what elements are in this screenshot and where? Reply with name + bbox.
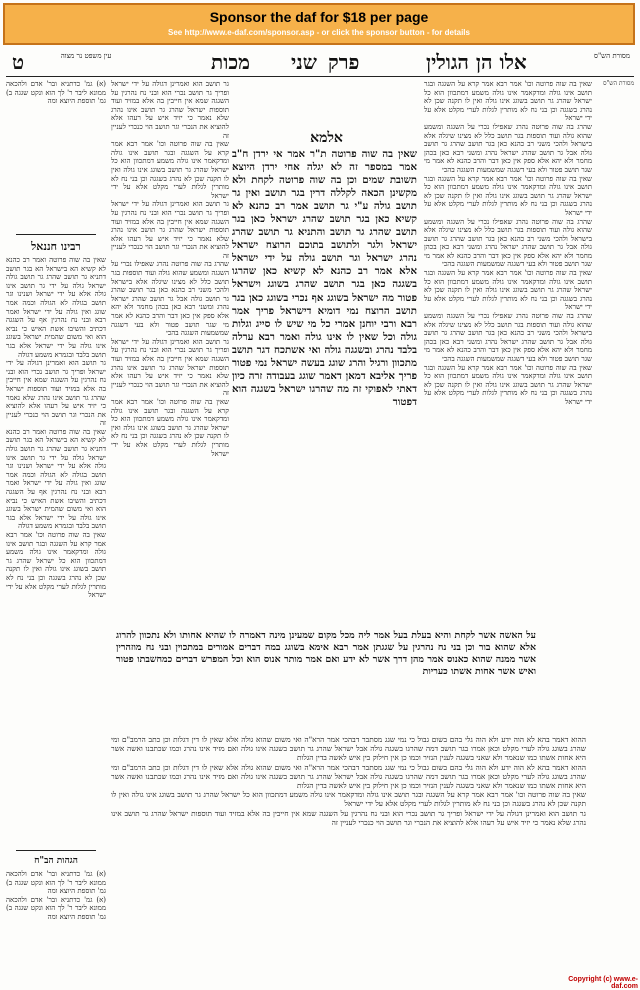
divider	[16, 234, 96, 235]
bottom-commentary-text: ההוא דאמר בהא לא הוה ידע ולא הוה גלי בהם בשום גבול כי נמי שגג מסתבר דבהכי אמר הרא"ה ואי משום שהוא גולה אלא שאין לו דין דגלות וכן כתב הרמב"ם ומי שהרג בשוגג גולה לערי מקלט וכאן אמרו בגר תושב דמה שהרגו בשגגה גולה אבל ישראל שהרג גר תושב בשגגה אינו גולה ואם מזיד אינו נהרג וכמו שכתבנו ואשה אשר היא אחות אשתו כמו שנאמר ולא שאני בשגגה לענין הנזיר וכמו כן אין חילוק בין איש לאשה בדין הגלות	[111, 735, 586, 763]
tractate-name: מכות	[211, 50, 250, 74]
rashi-text: שאין בה שוה פרוטה וכו' אמר רבא אמר קרא על השגגה ובגר תושב אינו גולה ומדקאמר אינו גולה משמע דמתכוון הוא כל ישראל שהרג גר תושב בשוגג אינו גולה ואין לו תקנה שכן לא נהרג בשגגה וכן בני נח לא מותרין לגלות לערי מקלט אלא על ידי ישראל	[424, 80, 592, 123]
chapter-number: שני	[291, 50, 317, 74]
tosafot-text-5: גר תושב הוא ואמרינן דגולה על ידי ישראל ופריך גר תושב נכרי הוא ובני נח נהרגין על השגגה שמא אין חייבין בה אלא במזיד ועוד תוספות ישראל שהרג גר תושב אינו נהרג שלא נאמר כי יזיד איש על רעהו אלא להוציא את הנכרי וגר תושב הוי כנכרי לעניין זה	[111, 337, 229, 398]
rashi-text-7: שאין בה שוה פרוטה וכו' אמר רבא אמר קרא על השגגה ובגר תושב אינו גולה ומדקאמר אינו גולה משמע דמתכוון הוא כל ישראל שהרג גר תושב בשוגג אינו גולה ואין לו תקנה שכן לא נהרג בשגגה וכן בני נח לא מותרין לגלות לערי מקלט אלא על ידי ישראל	[424, 363, 592, 406]
ein-mishpat-text: (א) גמ' כדתניא ובר' אדם ולהכאה ממונא ליבר ר' לך הוא ונקט שגגה ב) גמ' תוספת היוצא ומה	[6, 80, 106, 106]
hagahot-habach-text-2: (א) גמ' כדתניא ובר' אדם ולהכאה ממונא ליבר ר' לך הוא ונקט שגגה ב) גמ' תוספת היוצא ומה	[6, 895, 106, 921]
sponsor-banner[interactable]	[3, 3, 635, 45]
bottom-commentary-text-2: ההוא דאמר בהא לא הוה ידע ולא הוה גלי בהם בשום גבול כי נמי שגג מסתבר דבהכי אמר הרא"ה ואי משום שהוא גולה אלא שאין לו דין דגלות וכן כתב הרמב"ם ומי שהרג בשוגג גולה לערי מקלט וכאן אמרו בגר תושב דמה שהרגו בשגגה גולה אבל ישראל שהרג גר תושב בשגגה אינו גולה ואם מזיד אינו נהרג וכמו שכתבנו ואשה אשר היא אחות אשתו כמו שנאמר ולא שאני בשגגה לענין הנזיר וכמו כן אין חילוק בין איש לאשה בדין הגלות	[111, 762, 586, 791]
rashi-column	[424, 80, 592, 625]
rabbeinu-chananel-column	[6, 256, 106, 846]
masoret-label: מסורת הש"ס	[593, 52, 631, 60]
divider	[16, 850, 96, 851]
rabbeinu-chananel-text-2: גר תושב הוא ואמרינן דגולה על ידי ישראל ופריך גר תושב נכרי הוא ובני נח נהרגין על השגגה שמא אין חייבין בה אלא במזיד ועוד תוספות ישראל שהרג גר תושב אינו נהרג שלא נאמר כי יזיד איש על רעהו אלא להוציא את הנכרי וגר תושב הוי כנכרי לעניין זה	[6, 359, 106, 428]
bottom-commentary	[111, 735, 586, 960]
bottom-commentary-text-4: גר תושב הוא ואמרינן דגולה על ידי ישראל ופריך גר תושב נכרי הוא ובני נח נהרגין על השגגה שמא אין חייבין בה אלא במזיד ועוד תוספות ישראל שהרג גר תושב אינו נהרג שלא נאמר כי יזיד איש על רעהו אלא להוציא את הנכרי וגר תושב הוי כנכרי לעניין זה	[111, 808, 586, 827]
hagahot-habach-heading: הגהות הב"ח	[34, 856, 78, 866]
tosafot-text-2: שאין בה שוה פרוטה וכו' אמר רבא אמר קרא על השגגה ובגר תושב אינו גולה ומדקאמר אינו גולה משמע דמתכוון הוא כל ישראל שהרג גר תושב בשוגג אינו גולה ואין לו תקנה שכן לא נהרג בשגגה וכן בני נח לא מותרין לגלות לערי מקלט אלא על ידי ישראל	[111, 140, 229, 200]
sponsor-title: Sponsor the daf for $18 per page	[209, 9, 429, 25]
rashi-text-3: שאין בה שוה פרוטה וכו' אמר רבא אמר קרא על השגגה ובגר תושב אינו גולה ומדקאמר אינו גולה משמע דמתכוון הוא כל ישראל שהרג גר תושב בשוגג אינו גולה ואין לו תקנה שכן לא נהרג בשגגה וכן בני נח לא מותרין לגלות לערי מקלט אלא על ידי ישראל	[424, 174, 592, 217]
hagahot-habach-text: (א) גמ' כדתניא ובר' אדם ולהכאה ממונא ליבר ר' לך הוא ונקט שגגה ב) גמ' תוספת היוצא ומה	[6, 870, 106, 896]
ein-mishpat-column	[6, 80, 106, 230]
hagahot-habach-column	[6, 870, 106, 970]
rashi-text-6: שהרג בה שוה פרוטה נהרג שאפילו נכרי על השגגה ומשמע שהוא גולה ועוד תוספות בגר תושב כלל לא מצינו שיגלה אלא בישראל ולהכי משני רב כהנא כאן בגר תושב שהרג גר תושב גולה אבל גר תושב שהרג ישראל נהרג ומשני רבא כאן בכהן מחמר ולא יהא אלא ספק אין כאן דבר והרב כהנא לא אמר מי שגר תושב פטור ולא בעי דשגגה שמשמעות השגגה בהכי	[424, 312, 592, 363]
talmud-page	[6, 50, 634, 975]
tosafot-column	[111, 80, 229, 625]
rabbeinu-chananel-text-4: שאין בה שוה פרוטה וכו' אמר רבא אמר קרא על השגגה ובגר תושב אינו גולה ומדקאמר אינו גולה משמע דמתכוון הוא כל ישראל שהרג גר תושב בשוגג אינו גולה ואין לו תקנה שכן לא נהרג בשגגה וכן בני נח לא מותרין לגלות לערי מקלט אלא על ידי ישראל	[6, 531, 106, 600]
gemara-lead-word: אלמא	[310, 130, 343, 146]
rabbeinu-chananel-heading: רבינו חננאל	[31, 240, 81, 253]
bottom-commentary-text-3: שאין בה שוה פרוטה וכו' אמר רבא אמר קרא על השגגה ובגר תושב אינו גולה ומדקאמר אינו גולה משמע דמתכוון הוא כל ישראל שהרג גר תושב בשוגג אינו גולה ואין לו תקנה שכן לא נהרג בשגגה וכן בני נח לא מותרין לגלות לערי מקלט אלא על ידי ישראל	[111, 790, 586, 809]
rashi-text-2: שהרג בה שוה פרוטה נהרג שאפילו נכרי על השגגה ומשמע שהוא גולה ועוד תוספות בגר תושב כלל לא מצינו שיגלה אלא בישראל ולהכי משני רב כהנא כאן בגר תושב שהרג גר תושב גולה אבל גר תושב שהרג ישראל נהרג ומשני רבא כאן בכהן מחמר ולא יהא אלא ספק אין כאן דבר והרב כהנא לא אמר מי שגר תושב פטור ולא בעי דשגגה שמשמעות השגגה בהכי	[424, 122, 592, 174]
rabbeinu-chananel-text-3: שאין בה שוה פרוטה ואמר רב כהנא לא קשיא הא בישראל הא בגר תושב דתניא גר תושב שהרג גר תושב גולה ישראל גולה על ידי גר תושב אינו גולה אלא על ידי ישראל ושנינו וגר תושב בגולה לא הגולה וכמה אמר שוגג ואין גולה על ידי ישראל ואמר רבא ובני נח נהרגין אף על השגגה דכתיב והשיבו אשת האיש כי נביא הוא ואי משום שהמית ישראל בשוגג אינו גולה על ידי ישראל אלא בגר תושב בלבד ובגמרא משמע דגולה	[6, 427, 106, 531]
rabbeinu-chananel-text: שאין בה שוה פרוטה ואמר רב כהנא לא קשיא הא בישראל הא בגר תושב דתניא גר תושב שהרג גר תושב גולה ישראל גולה על ידי גר תושב אינו גולה אלא על ידי ישראל ושנינו וגר תושב בגולה לא הגולה וכמה אמר שוגג ואין גולה על ידי ישראל ואמר רבא ובני נח נהרגין אף על השגגה דכתיב והשיבו אשת האיש כי נביא הוא ואי משום שהמית ישראל בשוגג אינו גולה על ידי ישראל אלא בגר תושב בלבד ובגמרא משמע דגולה	[6, 256, 106, 359]
masoret-text: מסורת הש"ס	[603, 80, 634, 87]
copyright-notice[interactable]: Copyright (c) www.e-daf.com	[568, 976, 638, 990]
tosafot-text-6: שאין בה שוה פרוטה וכו' אמר רבא אמר קרא על השגגה ובגר תושב אינו גולה ומדקאמר אינו גולה משמע דמתכוון הוא כל ישראל שהרג גר תושב בשוגג אינו גולה ואין לו תקנה שכן לא נהרג בשגגה וכן בני נח לא מותרין לגלות לערי מקלט אלא על ידי ישראל	[111, 397, 229, 458]
masoret-hashas-column	[596, 80, 634, 960]
gemara-main-text: שאין בה שוה פרוטה ת"ר אמר אי ירדן ח"ב אמר במספר זה לא יגלה אחי ירדן היוצא תשובת שמים וכן בה שוה פרוטה לקחת ולא מקשינן הכאה לקללה דרין בגר תושב ואין גר תושב גולה ע"י גר תושב אמר רב כהנא לא קשיא כאן בגר תושב שהרג ישראל כאן בגר תושב שהרג גר תושב והתניא גר תושב שהרג ישראל ולגר ולתושב בתוכם הרוצח ישראל נהרג ישראל וגר תושב גולה על ידי ישראל אלא אמר רב כהנא לא קשיא כאן שהרגו בשגגה כאן בגר תושב שהרג בשוגג וישראל פטור מה ישראל בשוגג אף נכרי בשוגג כאן בגר תושב הרוצח נמי דומיא דישראל פריך אמר רבא ורבי יוחנן אמרי כל מי שיש לו סייג וגלות גולה וכל שאין לו אינו גולה ואמר רבא ערלה בלבד נהרג ובשגגה גולה ואי אשתכח דגר תושב מתכוון ורגיל והרג שוגג בעשה ישראל נמי פטור פריך אליבא דמאן דאמר שוגג בעבודה זרה כיון דאתי לאפוקי זה מה שהרגו ישראל בשגגה הוא דפטור	[232, 148, 417, 408]
rashi-text-5: שאין בה שוה פרוטה וכו' אמר רבא אמר קרא על השגגה ובגר תושב אינו גולה ומדקאמר אינו גולה משמע דמתכוון הוא כל ישראל שהרג גר תושב בשוגג אינו גולה ואין לו תקנה שכן לא נהרג בשגגה וכן בני נח לא מותרין לגלות לערי מקלט אלא על ידי ישראל	[424, 269, 592, 312]
ein-mishpat-label: עין משפט נר מצוה	[60, 52, 112, 60]
tosafot-text-4: שהרג בה שוה פרוטה נהרג שאפילו נכרי על השגגה ומשמע שהוא גולה ועוד תוספות בגר תושב כלל לא מצינו שיגלה אלא בישראל ולהכי משני רב כהנא כאן בגר תושב שהרג גר תושב גולה אבל גר תושב שהרג ישראל נהרג ומשני רבא כאן בכהן מחמר ולא יהא אלא ספק אין כאן דבר והרב כהנא לא אמר מי שגר תושב פטור ולא בעי דשגגה שמשמעות השגגה בהכי	[111, 260, 229, 338]
tosafot-text-3: גר תושב הוא ואמרינן דגולה על ידי ישראל ופריך גר תושב נכרי הוא ובני נח נהרגין על השגגה שמא אין חייבין בה אלא במזיד ועוד תוספות ישראל שהרג גר תושב אינו נהרג שלא נאמר כי יזיד איש על רעהו אלא להוציא את הנכרי וגר תושב הוי כנכרי לעניין זה	[111, 200, 229, 260]
page-number: ט	[12, 50, 25, 74]
page-header	[6, 50, 634, 77]
gemara-lower-text: על האשה אשר לקחת והיא בעלת בעל אמר ליה מכל מקום שמעינן מינה דאמרה לו שהיא אחותו ולא נתכוון להרוג אלא שהוא בור וכן בני נח נהרגין על שגגתן אמר רבא אימא בשוגג במה דברים אמורים במתכוין ובני נח מוזהרין אשר ממנה שהוא כאנוס אמר מהן דרך אשר לא ידע ואם אמר מותר אנוס הוא וכל המפרש דברים כמחשבתו פטור ואיש אשר אחות אשתו כעריות	[116, 630, 536, 677]
chapter-label: פרק	[328, 50, 360, 74]
chapter-name: אלו הן הגולין	[426, 50, 527, 74]
rashi-text-4: שהרג בה שוה פרוטה נהרג שאפילו נכרי על השגגה ומשמע שהוא גולה ועוד תוספות בגר תושב כלל לא מצינו שיגלה אלא בישראל ולהכי משני רב כהנא כאן בגר תושב שהרג גר תושב גולה אבל גר תושב שהרג ישראל נהרג ומשני רבא כאן בכהן מחמר ולא יהא אלא ספק אין כאן דבר והרב כהנא לא אמר מי שגר תושב פטור ולא בעי דשגגה שמשמעות השגגה בהכי	[424, 217, 592, 269]
sponsor-link[interactable]: See http://www.e-daf.com/sponsor.asp - or click the sponsor button - for details	[168, 28, 470, 37]
tosafot-text: גר תושב הוא ואמרינן דגולה על ידי ישראל ופריך גר תושב נכרי הוא ובני נח נהרגין על השגגה שמא אין חייבין בה אלא במזיד ועוד תוספות ישראל שהרג גר תושב אינו נהרג שלא נאמר כי יזיד איש על רעהו אלא להוציא את הנכרי וגר תושב הוי כנכרי לעניין זה	[111, 80, 229, 140]
sponsor-subtitle[interactable]	[5, 27, 633, 39]
